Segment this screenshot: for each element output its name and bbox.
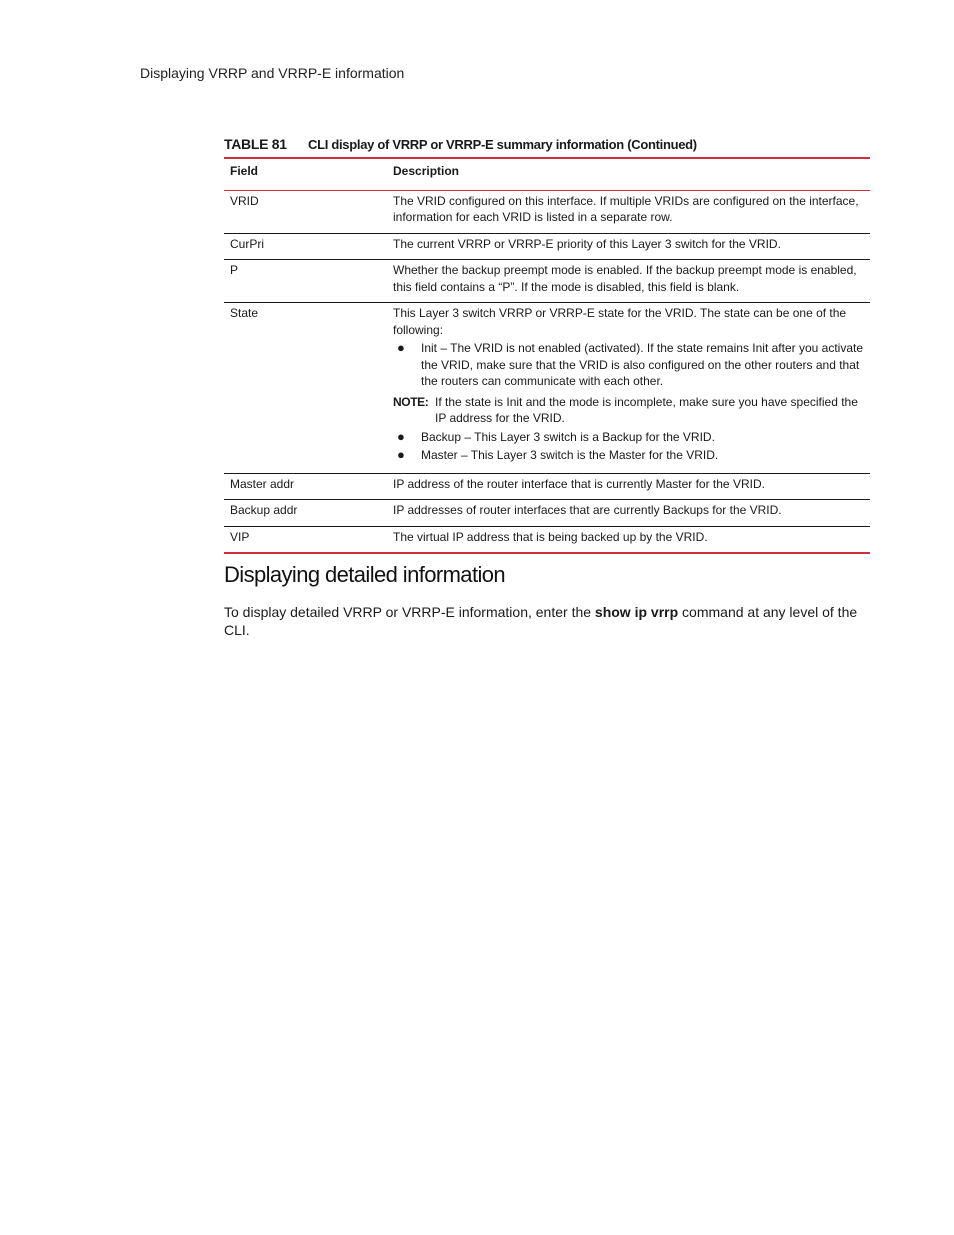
command-text: show ip vrrp [594, 604, 679, 620]
column-header-field: Field [224, 159, 387, 190]
running-header: Displaying VRRP and VRRP-E information [140, 65, 405, 81]
note-label: NOTE: [393, 394, 429, 409]
state-list-continued [393, 429, 864, 464]
bullet-icon: ● [397, 447, 405, 462]
row-field: State [230, 306, 259, 320]
row-description-state [387, 303, 870, 474]
row-description: Whether the backup preempt mode is enabled. If the backup preempt mode is enabled, this field contains a “P”. If the mode is disabled, this field is blank. [393, 263, 857, 294]
row-field: CurPri [230, 236, 265, 251]
note-block [393, 394, 864, 427]
table-row [224, 260, 870, 303]
table-header-row [224, 159, 870, 190]
para-text-after: command at any level of the CLI. [224, 604, 858, 638]
vrrp-summary-table [224, 157, 870, 554]
list-item [393, 447, 864, 464]
bullet-backup-text: Backup – This Layer 3 switch is a Backup for the VRID. [421, 429, 715, 444]
table-row [224, 526, 870, 552]
row-field: VIP [230, 529, 250, 544]
row-field: VRID [230, 193, 259, 208]
table-row [224, 190, 870, 233]
table-row [224, 500, 870, 527]
bullet-init-text: Init – The VRID is not enabled (activated). If the state remains Init after you activate the VRID, make sure that the VRID is also configured on the other routers and that the routers can communicate with each other. [421, 341, 864, 388]
column-header-description: Description [387, 159, 870, 190]
row-description: IP addresses of router interfaces that are currently Backups for the VRID. [393, 503, 782, 517]
row-field: P [230, 263, 239, 277]
bullet-icon: ● [397, 340, 405, 355]
state-list [393, 340, 864, 390]
row-field: Master addr [230, 476, 295, 491]
note-text: If the state is Init and the mode is incomplete, make sure you have specified the IP address for the VRID. [435, 394, 858, 425]
row-description: The current VRRP or VRRP-E priority of this Layer 3 switch for the VRID. [393, 236, 781, 251]
table-row [224, 303, 870, 474]
table-caption-text: CLI display of VRRP or VRRP-E summary information (Continued) [308, 137, 697, 152]
body-paragraph [224, 603, 874, 639]
table-row [224, 233, 870, 260]
list-item [393, 429, 864, 446]
row-description: IP address of the router interface that is currently Master for the VRID. [393, 476, 765, 491]
para-text-before: To display detailed VRRP or VRRP-E information, enter the [224, 604, 595, 620]
state-intro: This Layer 3 switch VRRP or VRRP-E state for the VRID. The state can be one of the following: [393, 306, 847, 337]
row-description: The VRID configured on this interface. If multiple VRIDs are configured on the interface, information for each VRID is listed in a separate row. [393, 193, 859, 224]
table-number: TABLE 81 [224, 136, 287, 152]
table-caption [224, 136, 870, 152]
list-item [393, 340, 864, 390]
row-description: The virtual IP address that is being backed up by the VRID. [393, 529, 708, 544]
table-row [224, 473, 870, 500]
bullet-icon: ● [397, 428, 405, 444]
bullet-master-text: Master – This Layer 3 switch is the Master for the VRID. [421, 448, 719, 462]
row-field: Backup addr [230, 503, 298, 517]
section-heading: Displaying detailed information [224, 562, 506, 587]
